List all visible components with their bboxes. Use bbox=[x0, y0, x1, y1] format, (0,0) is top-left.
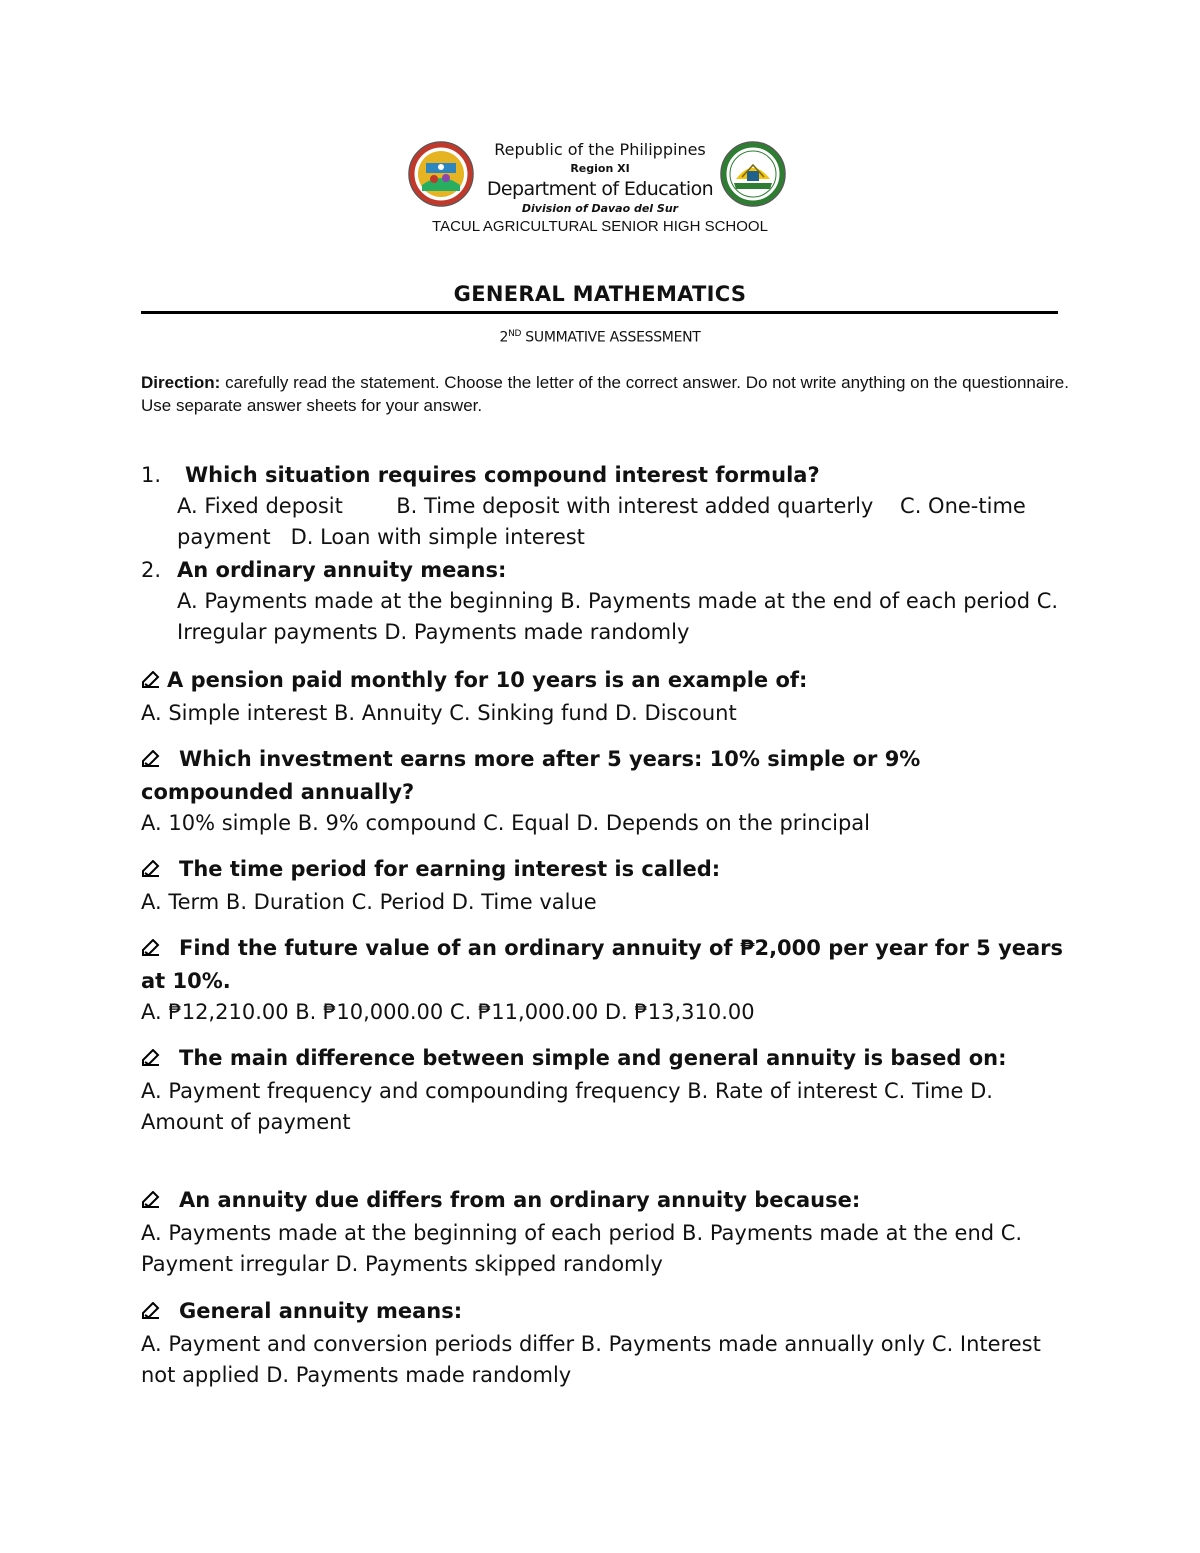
pencil-check-icon bbox=[141, 667, 167, 698]
question-8 bbox=[141, 1185, 1071, 1280]
question-stem bbox=[141, 1043, 1071, 1076]
question-stem-text: The main difference between simple and general annuity is based on: bbox=[179, 1046, 1007, 1070]
question-choices: A. Fixed deposit B. Time deposit with interest added quarterly C. One-time payment D. Loan with simple interest bbox=[177, 494, 1033, 549]
question-5 bbox=[141, 854, 1071, 918]
question-stem bbox=[141, 665, 1071, 698]
republic-heading: Republic of the Philippines bbox=[494, 140, 706, 159]
directions bbox=[141, 371, 1081, 417]
question-4 bbox=[141, 744, 1071, 839]
assessment-ordinal: 2 bbox=[499, 329, 509, 346]
pencil-check-icon bbox=[141, 1187, 179, 1218]
subject-title: GENERAL MATHEMATICS bbox=[453, 282, 747, 306]
question-stem-text: Find the future value of an ordinary annuity of ₱2,000 per year for 5 years at 10%. bbox=[141, 936, 1064, 993]
question-choices: A. Payments made at the beginning B. Payments made at the end of each period C. Irregular payments D. Payments made randomly bbox=[177, 589, 1059, 644]
pencil-check-icon bbox=[141, 1045, 179, 1076]
question-choices: A. 10% simple B. 9% compound C. Equal D. Depends on the principal bbox=[141, 811, 871, 835]
division-heading: Division of Davao del Sur bbox=[521, 202, 679, 215]
pencil-check-icon bbox=[141, 935, 179, 966]
question-choices: A. ₱12,210.00 B. ₱10,000.00 C. ₱11,000.00 D. ₱13,310.00 bbox=[141, 1000, 755, 1024]
question-stem bbox=[141, 1296, 1071, 1329]
question-choices: A. Term B. Duration C. Period D. Time value bbox=[141, 890, 597, 914]
question-stem bbox=[141, 744, 1071, 808]
assessment-ordinal-suffix: ND bbox=[508, 329, 522, 339]
question-number: 2. bbox=[141, 558, 162, 582]
pencil-check-icon bbox=[141, 856, 179, 887]
question-stem bbox=[141, 933, 1071, 997]
question-stem bbox=[141, 854, 1071, 887]
region-heading: Region XI bbox=[570, 162, 630, 175]
question-stem-text: General annuity means: bbox=[179, 1299, 463, 1323]
pencil-check-icon bbox=[141, 746, 179, 777]
pencil-check-icon bbox=[141, 1298, 179, 1329]
letterhead bbox=[0, 138, 1200, 238]
question-2 bbox=[141, 555, 1071, 650]
question-7 bbox=[141, 1043, 1071, 1138]
question-6 bbox=[141, 933, 1071, 1028]
question-stem-text: A pension paid monthly for 10 years is an example of: bbox=[167, 668, 808, 692]
title-divider bbox=[141, 311, 1058, 314]
assessment-title-text: SUMMATIVE ASSESSMENT bbox=[521, 329, 701, 346]
school-name: TACUL AGRICULTURAL SENIOR HIGH SCHOOL bbox=[432, 218, 768, 235]
directions-text: carefully read the statement. Choose the letter of the correct answer. Do not write anything on the questionnaire. Use separate answer sheets for your answer. bbox=[141, 373, 1069, 415]
question-choices: A. Payments made at the beginning of each period B. Payments made at the end C. Payment irregular D. Payments skipped randomly bbox=[141, 1221, 1023, 1276]
question-stem: Which situation requires compound interest formula? bbox=[185, 463, 820, 487]
question-stem-text: The time period for earning interest is called: bbox=[179, 857, 721, 881]
question-choices: A. Payment frequency and compounding frequency B. Rate of interest C. Time D. Amount of payment bbox=[141, 1079, 993, 1134]
question-stem: An ordinary annuity means: bbox=[177, 558, 507, 582]
question-3 bbox=[141, 665, 1071, 729]
question-choices: A. Simple interest B. Annuity C. Sinking fund D. Discount bbox=[141, 701, 737, 725]
question-stem-text: An annuity due differs from an ordinary annuity because: bbox=[179, 1188, 861, 1212]
assessment-title bbox=[0, 329, 1200, 346]
department-heading: Department of Education bbox=[486, 178, 714, 200]
question-number: 1. bbox=[141, 463, 162, 487]
question-stem-text: Which investment earns more after 5 years: 10% simple or 9% compounded annually? bbox=[141, 747, 921, 804]
question-stem bbox=[141, 1185, 1071, 1218]
question-1 bbox=[141, 460, 1071, 555]
directions-label: Direction: bbox=[141, 373, 221, 392]
question-9 bbox=[141, 1296, 1071, 1391]
question-choices: A. Payment and conversion periods differ B. Payments made annually only C. Interest not applied D. Payments made randomly bbox=[141, 1332, 1041, 1387]
